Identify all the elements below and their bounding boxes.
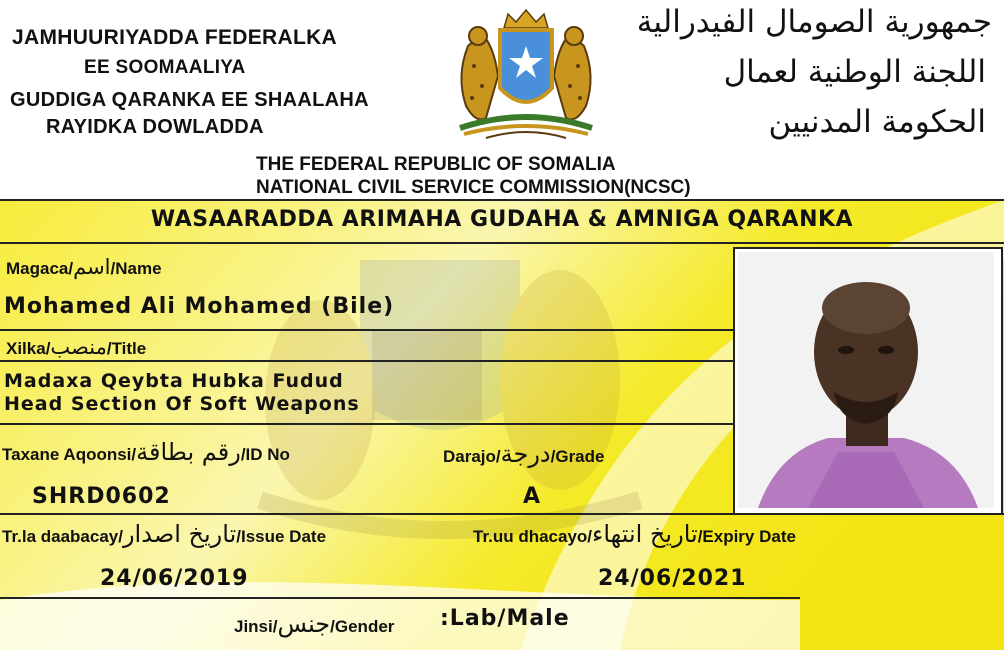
issue-label: [2, 520, 326, 548]
right-leopard-icon: [554, 27, 591, 120]
header-somali-line4: RAYIDKA DOWLADDA: [46, 116, 264, 138]
id-label-somali: Taxane Aqoonsi/: [2, 445, 137, 464]
left-leopard-icon: [461, 27, 498, 120]
coat-of-arms-emblem: [446, 6, 606, 146]
header-arabic-line2: اللجنة الوطنية لعمال: [723, 54, 986, 90]
spears-ribbon-icon: [460, 117, 592, 138]
gender-label-somali: Jinsi/: [234, 617, 278, 636]
header-arabic-line3: الحكومة المدنيين: [768, 104, 986, 140]
id-label: [2, 438, 290, 466]
gender-value: :Lab/Male: [440, 606, 570, 631]
issue-value: 24/06/2019: [100, 566, 249, 591]
grade-value: A: [523, 484, 542, 509]
header-english-line1: THE FEDERAL REPUBLIC OF SOMALIA: [256, 154, 616, 175]
id-label-arabic: رقم بطاقة: [136, 438, 241, 466]
title-label-english: /Title: [106, 339, 147, 358]
expiry-label-somali: Tr.uu dhacayo/: [473, 527, 593, 546]
holder-photo: [738, 252, 994, 508]
issue-label-arabic: تاريخ اصدار: [122, 520, 237, 548]
expiry-label: [473, 520, 796, 548]
gender-label: [234, 610, 394, 638]
title-value-english: Head Section Of Soft Weapons: [4, 393, 360, 415]
crown-icon: [504, 10, 548, 28]
expiry-value: 24/06/2021: [598, 566, 747, 591]
header-somali-line3: GUDDIGA QARANKA EE SHAALAHA: [10, 89, 369, 111]
grade-label-english: /Grade: [550, 447, 605, 466]
header-somali-line1: JAMHUURIYADDA FEDERALKA: [12, 26, 338, 49]
grade-label-arabic: درجة: [500, 440, 551, 468]
expiry-label-arabic: تاريخ انتهاء: [592, 520, 698, 548]
id-value: SHRD0602: [32, 484, 171, 509]
grade-label: [443, 440, 604, 468]
title-value-somali: Madaxa Qeybta Hubka Fudud: [4, 370, 344, 392]
name-label-arabic: اسم: [73, 255, 111, 279]
header-english-line2: NATIONAL CIVIL SERVICE COMMISSION(NCSC): [256, 177, 691, 198]
dates-rule: [0, 597, 800, 599]
gender-label-arabic: جنس: [277, 610, 331, 638]
title-label: [6, 335, 146, 359]
header-somali-line2: EE SOOMAALIYA: [84, 57, 246, 78]
shield-icon: [500, 30, 552, 102]
gender-label-english: /Gender: [330, 617, 395, 636]
name-label-somali: Magaca/: [6, 259, 74, 278]
issue-label-somali: Tr.la daabacay/: [2, 527, 123, 546]
title-rule: [0, 423, 733, 425]
ministry-bottom-rule: [0, 242, 1004, 244]
issue-label-english: /Issue Date: [236, 527, 327, 546]
title-label-somali: Xilka/: [6, 339, 51, 358]
id-rule: [0, 513, 1004, 515]
ghost-photo: [372, 330, 482, 420]
name-label: [6, 255, 162, 279]
title-label-rule: [0, 360, 733, 362]
id-label-english: /ID No: [240, 445, 290, 464]
name-rule: [0, 329, 733, 331]
grade-label-somali: Darajo/: [443, 447, 501, 466]
title-label-arabic: منصب: [50, 335, 107, 359]
expiry-label-english: /Expiry Date: [697, 527, 796, 546]
header-arabic-line1: جمهورية الصومال الفيدرالية: [636, 4, 992, 40]
name-label-english: /Name: [110, 259, 162, 278]
ministry-top-rule: [0, 199, 1004, 201]
name-value: Mohamed Ali Mohamed (Bile): [4, 294, 395, 319]
ministry-title: WASAARADDA ARIMAHA GUDAHA & AMNIGA QARANKA: [150, 207, 854, 232]
